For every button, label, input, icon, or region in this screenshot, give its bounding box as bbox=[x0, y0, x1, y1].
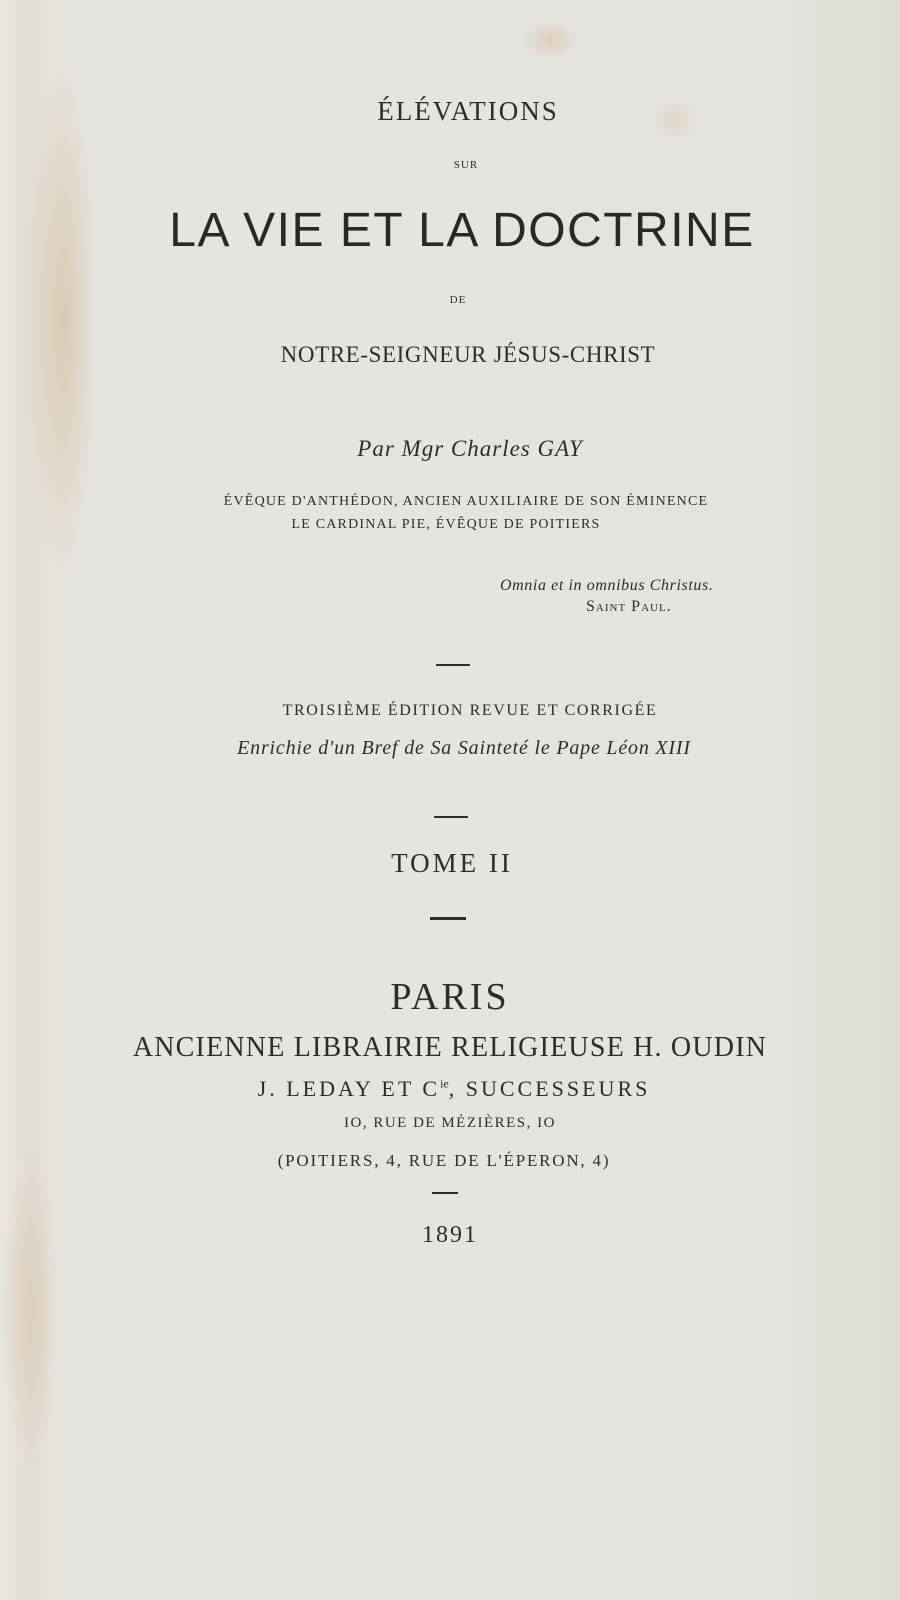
epigraph bbox=[500, 575, 713, 617]
imprint-publisher: ANCIENNE LIBRAIRIE RELIGIEUSE H. OUDIN bbox=[132, 1032, 768, 1063]
successors-suffix: , SUCCESSEURS bbox=[448, 1076, 651, 1101]
connector-sur: SUR bbox=[453, 159, 479, 171]
imprint-successors bbox=[4, 1076, 900, 1102]
imprint-address-poitiers: (POITIERS, 4, RUE DE L'ÉPERON, 4) bbox=[277, 1151, 611, 1170]
imprint-city: PARIS bbox=[390, 976, 510, 1018]
paper-stain bbox=[520, 20, 580, 60]
author-title-line-1: ÉVÊQUE D'ANTHÉDON, ANCIEN AUXILIAIRE DE SON ÉMINENCE bbox=[223, 494, 709, 509]
volume-number: TOME II bbox=[391, 848, 513, 878]
subject-title: NOTRE-SEIGNEUR JÉSUS-CHRIST bbox=[280, 342, 656, 367]
epigraph-source: Saint Paul. bbox=[586, 598, 672, 615]
papal-brief-line: Enrichie d'un Bref de Sa Sainteté le Pape Léon XIII bbox=[237, 737, 691, 759]
elevations-heading: ÉLÉVATIONS bbox=[377, 96, 559, 126]
publication-year: 1891 bbox=[422, 1222, 478, 1248]
divider-rule bbox=[434, 816, 468, 818]
divider-rule bbox=[432, 1192, 458, 1194]
successors-prefix: J. LEDAY ET C bbox=[257, 1076, 441, 1101]
main-title: LA VIE ET LA DOCTRINE bbox=[169, 204, 755, 257]
author-title-line-2: LE CARDINAL PIE, ÉVÊQUE DE POITIERS bbox=[291, 517, 601, 532]
divider-rule bbox=[436, 664, 470, 666]
successors-superscript: ie bbox=[440, 1076, 449, 1091]
epigraph-quote: Omnia et in omnibus Christus. bbox=[500, 577, 714, 594]
edition-line: TROISIÈME ÉDITION REVUE ET CORRIGÉE bbox=[282, 702, 658, 719]
divider-rule bbox=[430, 917, 466, 920]
connector-de: DE bbox=[449, 294, 467, 306]
imprint-address-paris: IO, RUE DE MÉZIÈRES, IO bbox=[344, 1115, 556, 1131]
author-line: Par Mgr Charles GAY bbox=[357, 436, 583, 461]
